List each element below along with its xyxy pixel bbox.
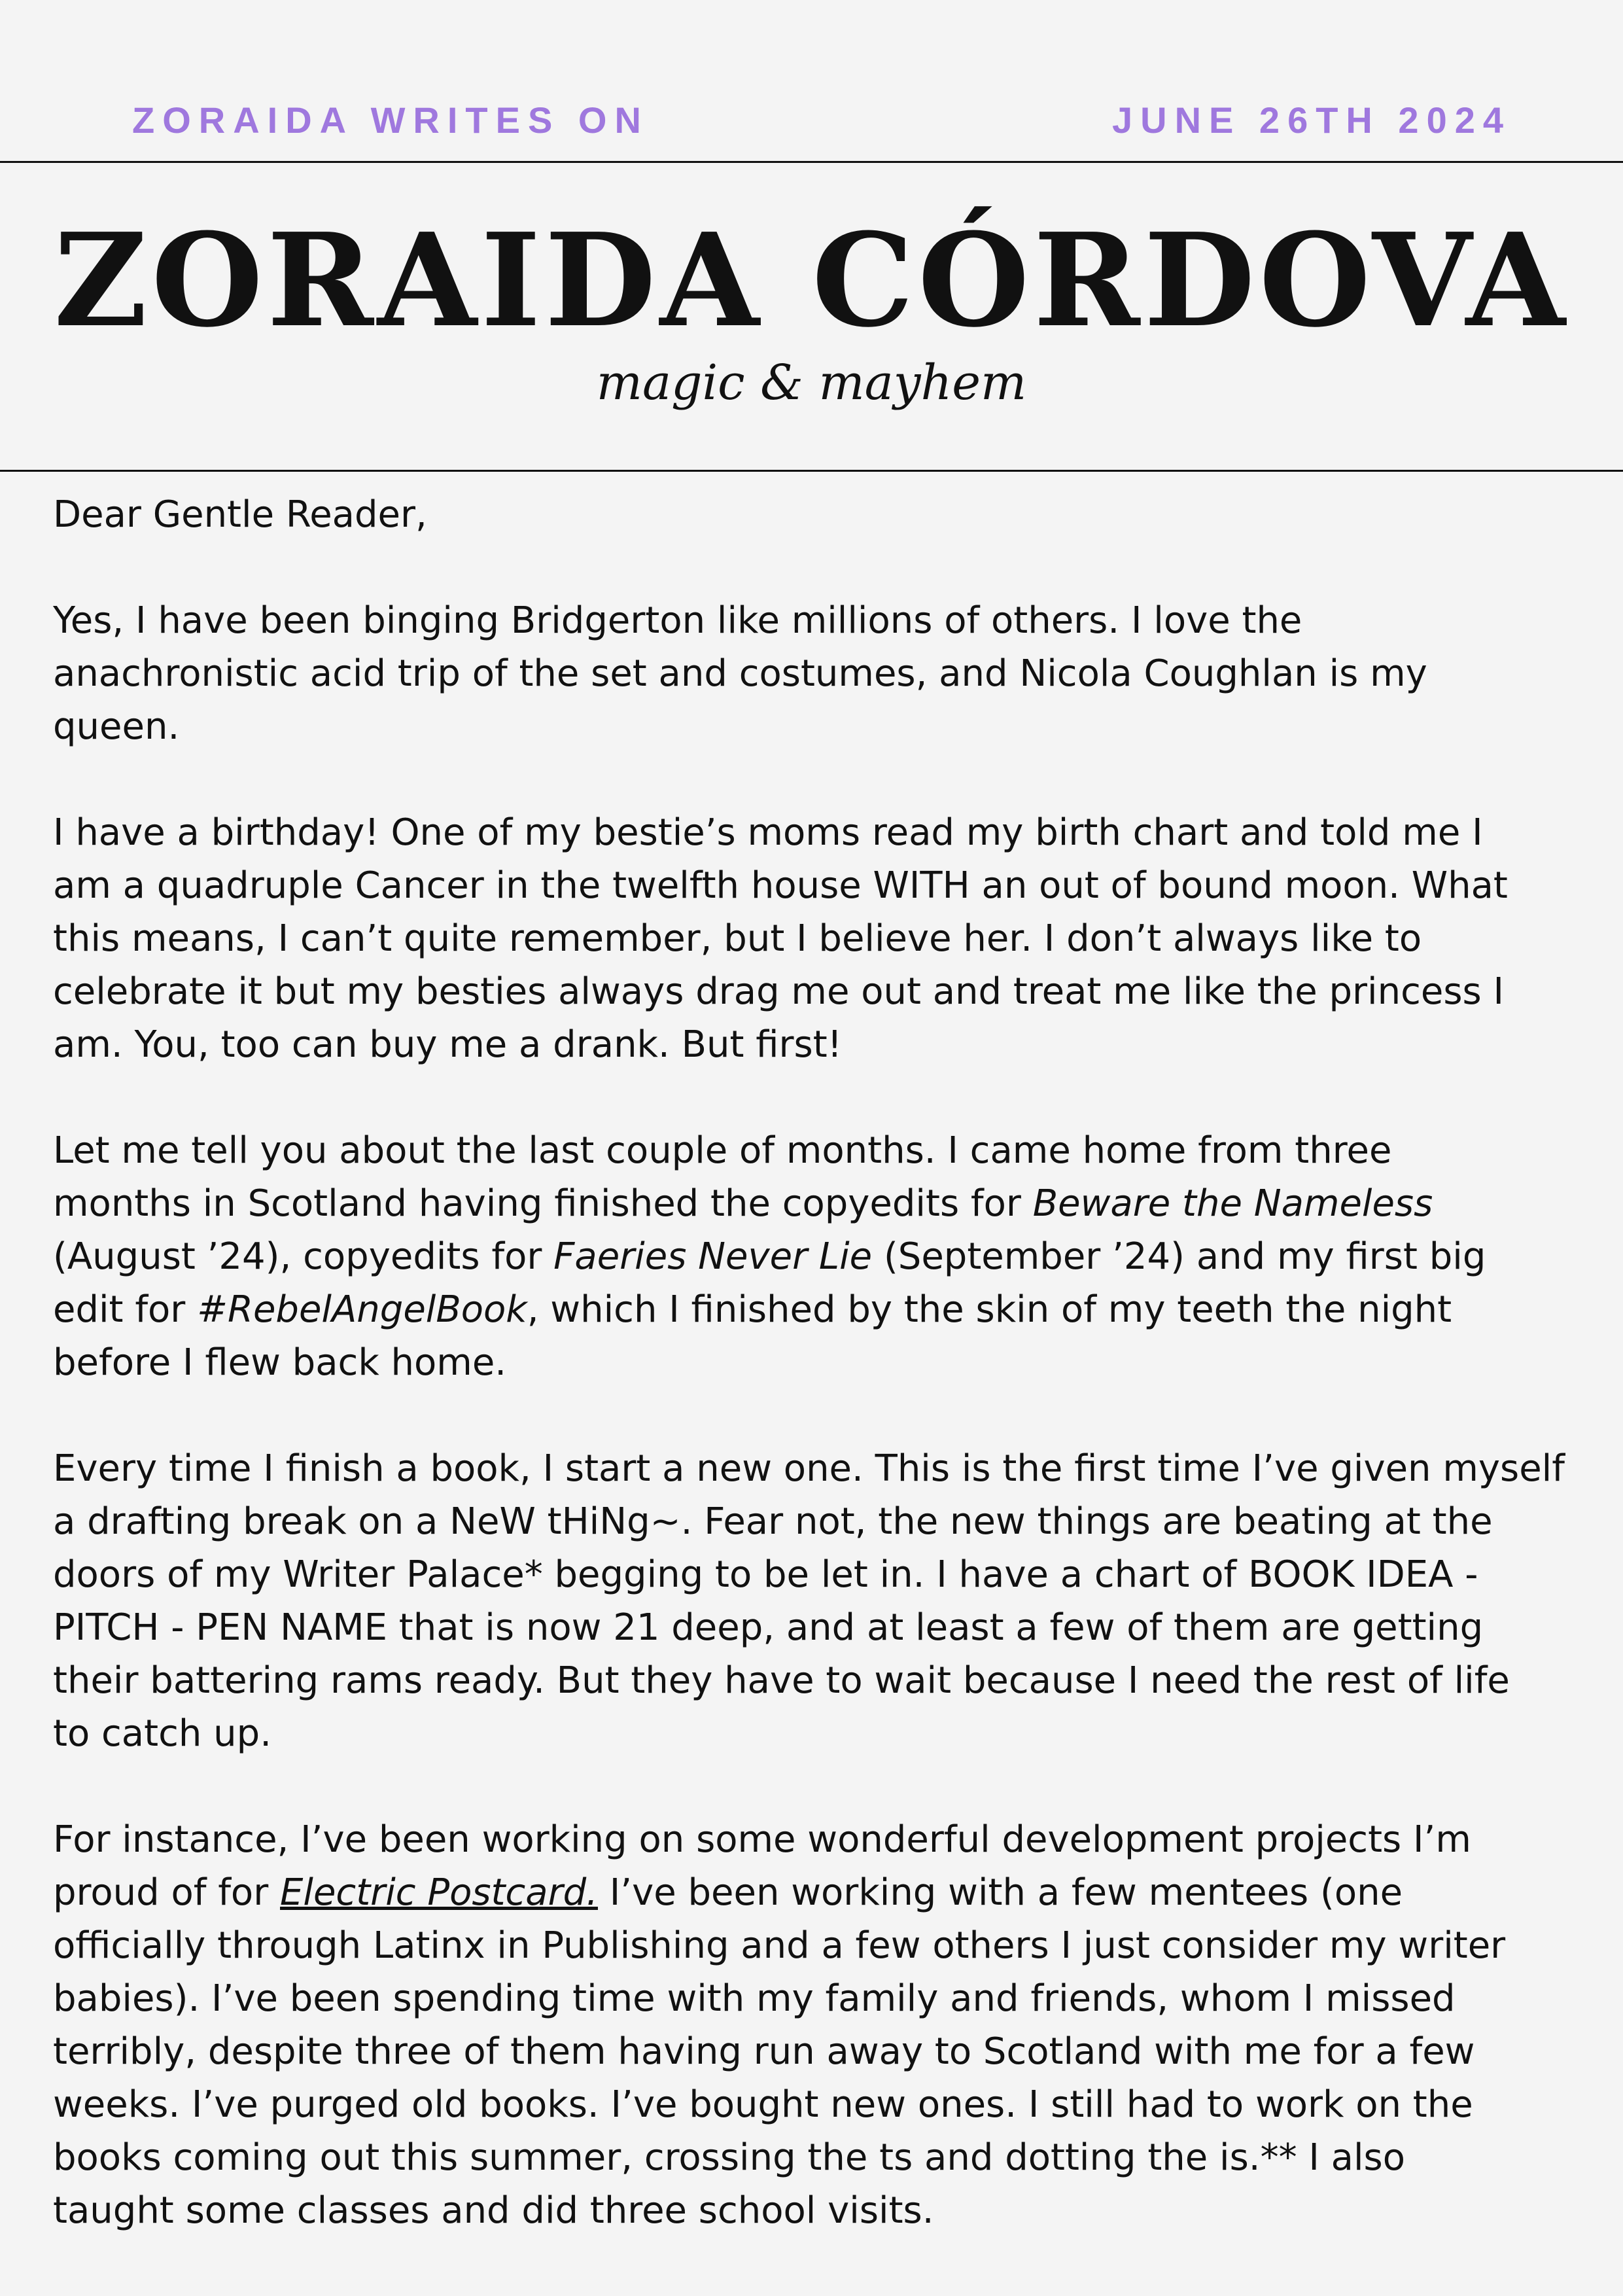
text-segment: For instance, I’ve been working on some wonderful development projects I’m proud of for — [53, 1818, 1471, 1914]
tagline: magic & mayhem — [596, 355, 1027, 411]
salutation: Dear Gentle Reader, — [53, 493, 427, 536]
author-name-logo: ZORAIDA CÓRDOVA — [54, 205, 1569, 356]
paragraph-birthday: I have a birthday! One of my bestie’s moms read my birth chart and told me I am a quadruple Cancer in the twelfth house WITH an out of bound moon. What this means, I can’t quite remember, but I believe her. I don’t always like to celebrate it but my besties always drag me out and treat me like the princess I am. You, too can buy me a drank. But first! — [53, 811, 1508, 1066]
electric-postcard-link[interactable]: Electric Postcard. — [280, 1871, 598, 1914]
text-segment: I’ve been working with a few mentees (one officially through Latinx in Publishing and a few others I just consider my writer babies). I’ve been spending time with my family and friends, whom I missed terribly, despite three of them having run away to Scotland with me for a few weeks. I’ve purged old books. I’ve bought new ones. I still had to work on the books coming out this summer, crossing the ts and dotting the is.** I also taught some classes and did three school visits. — [53, 1871, 1506, 2232]
header-divider-top — [0, 161, 1623, 163]
book-title-faeries-never-lie: Faeries Never Lie — [553, 1235, 873, 1278]
hashtag-rebel-angel-book: #RebelAngelBook — [197, 1288, 527, 1331]
letter-body — [53, 488, 1577, 2237]
paragraph-projects — [53, 1813, 1577, 2237]
newsletter-name: ZORAIDA WRITES ON — [132, 99, 649, 141]
header-divider-bottom — [0, 470, 1623, 472]
book-title-beware-the-nameless: Beware the Nameless — [1032, 1182, 1433, 1225]
text-segment: , which I finished by the skin of my teeth the night before I flew back home. — [53, 1288, 1452, 1384]
paragraph-new-book: Every time I finish a book, I start a new one. This is the first time I’ve given myself a drafting break on a NeW tHiNg~. Fear not, the new things are beating at the doors of my Writer Palace* begging to be let in. I have a chart of BOOK IDEA - PITCH - PEN NAME that is now 21 deep, and at least a few of them are getting their battering rams ready. But they have to wait because I need the rest of life to catch up. — [53, 1447, 1565, 1755]
text-segment: (August ’24), copyedits for — [53, 1235, 542, 1278]
text-segment: Let me tell you about the last couple of months. I came home from three months in Scotland having finished the copyedits for — [53, 1129, 1392, 1225]
text-segment: (September ’24) and my first big edit for — [53, 1235, 1486, 1331]
issue-date: JUNE 26TH 2024 — [1111, 99, 1511, 141]
masthead — [0, 164, 1623, 468]
newsletter-header — [0, 0, 1623, 162]
paragraph-bridgerton: Yes, I have been binging Bridgerton like millions of others. I love the anachronistic acid trip of the set and costumes, and Nicola Coughlan is my queen. — [53, 599, 1427, 748]
paragraph-last-months — [53, 1124, 1577, 1389]
